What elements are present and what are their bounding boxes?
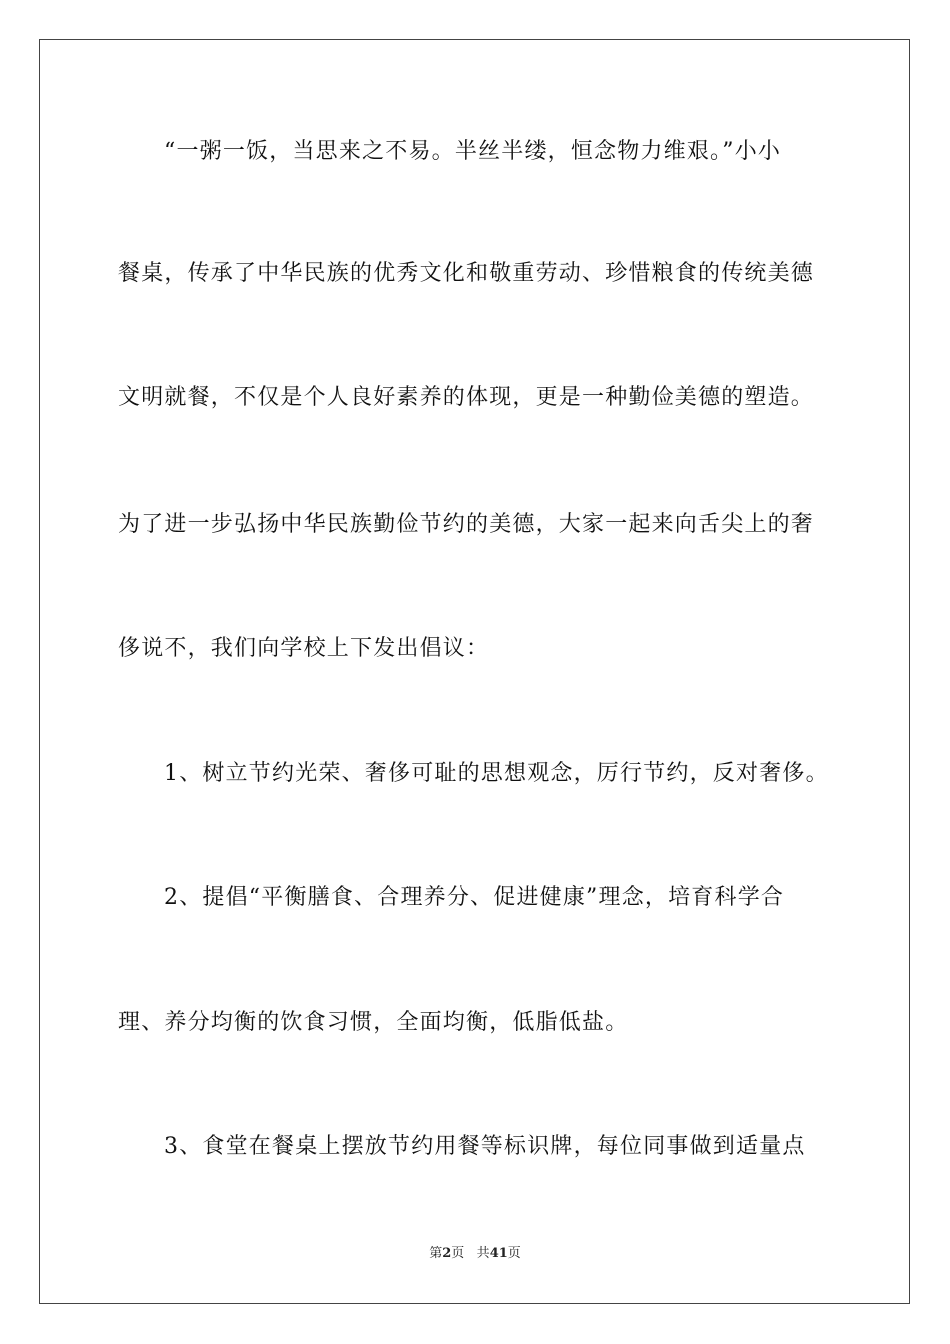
footer-page-number: 2 [442, 1246, 452, 1261]
page-border [39, 39, 910, 1304]
footer-page-suffix: 页 [451, 1246, 465, 1261]
text-line: 3、食堂在餐桌上摆放节约用餐等标识牌，每位同事做到适量点 [164, 1134, 806, 1159]
text-line: 侈说不，我们向学校上下发出倡议： [118, 636, 490, 661]
text-line: 为了进一步弘扬中华民族勤俭节约的美德，大家一起来向舌尖上的奢 [118, 512, 815, 537]
text-line: 2、提倡“平衡膳食、合理养分、促进健康”理念，培育科学合 [164, 885, 785, 910]
text-line: 文明就餐，不仅是个人良好素养的体现，更是一种勤俭美德的塑造。 [118, 385, 815, 410]
footer-total-pages: 41 [489, 1246, 508, 1261]
text-line: “一粥一饭，当思来之不易。半丝半缕，恒念物力维艰。”小小 [164, 139, 782, 164]
text-line: 理、养分均衡的饮食习惯，全面均衡，低脂低盐。 [118, 1010, 629, 1035]
text-line: 1、树立节约光荣、奢侈可耻的思想观念，厉行节约，反对奢侈。 [164, 761, 829, 786]
footer-prefix: 第 [429, 1246, 443, 1261]
footer-total-prefix: 共 [476, 1246, 490, 1261]
footer-total-suffix: 页 [507, 1246, 521, 1261]
page-footer [0, 1245, 950, 1263]
text-line: 餐桌，传承了中华民族的优秀文化和敬重劳动、珍惜粮食的传统美德 [118, 261, 815, 286]
